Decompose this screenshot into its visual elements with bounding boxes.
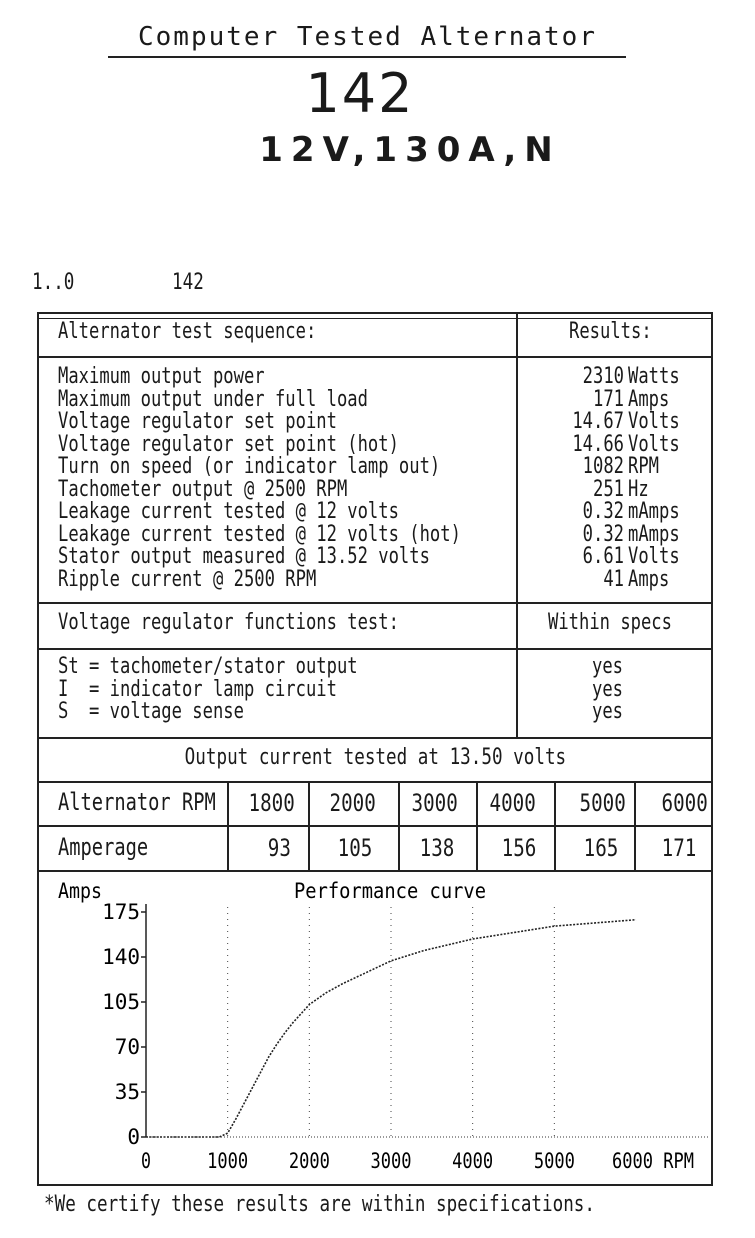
divider-6 xyxy=(37,825,713,827)
test-unit: Hz xyxy=(628,476,649,502)
amp-cell xyxy=(310,834,372,862)
regulator-result: Within specs xyxy=(548,610,672,635)
amp-value: 171 xyxy=(661,834,696,862)
divider-3 xyxy=(37,648,713,650)
performance-chart xyxy=(40,872,710,1184)
rpm-value: 4000 xyxy=(489,789,536,817)
amp-value: 156 xyxy=(501,834,536,862)
x-tick-label: 0 xyxy=(141,1149,151,1173)
divider-5 xyxy=(37,781,713,783)
divider-1 xyxy=(37,356,713,358)
test-label: Tachometer output @ 2500 RPM xyxy=(58,476,348,502)
chart-series xyxy=(146,920,636,1137)
regulator-value: yes xyxy=(592,699,624,724)
y-tick-label: 105 xyxy=(102,990,140,1014)
regulator-label: St = tachometer/stator output xyxy=(58,654,358,679)
test-unit: Amps xyxy=(628,566,670,592)
regulator-label: S = voltage sense xyxy=(58,699,244,724)
alternator-spec: 12V,130A,N xyxy=(259,130,561,170)
test-value: 1082 xyxy=(582,454,624,479)
code-label: 142 xyxy=(172,270,204,295)
amp-value: 93 xyxy=(267,834,291,862)
regulator-values xyxy=(592,656,652,724)
amp-value: 138 xyxy=(419,834,454,862)
test-label: Leakage current tested @ 12 volts xyxy=(58,499,399,524)
test-value: 14.66 xyxy=(572,431,624,457)
test-units xyxy=(628,366,708,591)
test-unit: mAmps xyxy=(628,499,680,524)
regulator-labels xyxy=(58,656,508,724)
test-value: 6.61 xyxy=(582,544,624,569)
model-number: 142 xyxy=(305,62,415,125)
title-underline xyxy=(108,56,626,58)
rpm-cell xyxy=(556,789,626,817)
test-labels xyxy=(58,366,508,591)
test-unit: mAmps xyxy=(628,521,680,547)
test-value: 41 xyxy=(603,566,624,592)
regulator-label: I = indicator lamp circuit xyxy=(58,676,337,702)
test-sequence-heading: Alternator test sequence: xyxy=(58,319,317,344)
chart-y-ticks xyxy=(102,900,146,1149)
test-label: Stator output measured @ 13.52 volts xyxy=(58,544,430,569)
rpm-cell xyxy=(478,789,536,817)
chart-ylabel: Amps xyxy=(58,879,102,903)
y-tick-label: 0 xyxy=(127,1125,140,1149)
y-tick-label: 140 xyxy=(102,945,140,969)
rpm-value: 1800 xyxy=(248,789,295,817)
performance-curve xyxy=(146,920,636,1137)
certification-footer: *We certify these results are within specifications. xyxy=(44,1192,595,1217)
chart-x-ticks xyxy=(141,1149,694,1173)
x-tick-label: 1000 xyxy=(207,1149,249,1173)
rpm-cell xyxy=(310,789,376,817)
results-column-divider xyxy=(516,312,518,737)
test-unit: RPM xyxy=(628,454,660,479)
chart-axes xyxy=(146,904,710,1137)
test-value: 171 xyxy=(592,386,624,412)
amp-cell xyxy=(556,834,618,862)
rpm-cell xyxy=(636,789,708,817)
rpm-value: 2000 xyxy=(329,789,376,817)
chart-grid xyxy=(228,907,555,1137)
test-unit: Watts xyxy=(628,364,680,389)
amp-value: 105 xyxy=(337,834,372,862)
rpm-row-label: Alternator RPM xyxy=(58,788,216,816)
test-unit: Volts xyxy=(628,409,680,434)
test-label: Turn on speed (or indicator lamp out) xyxy=(58,454,441,479)
amp-cell xyxy=(478,834,536,862)
test-value: 14.67 xyxy=(572,409,624,434)
rpm-value: 6000 xyxy=(661,789,708,817)
regulator-value: yes xyxy=(592,676,624,702)
rpm-cell xyxy=(229,789,295,817)
output-heading-text: Output current tested at 13.50 volts xyxy=(184,745,566,770)
x-tick-label: 2000 xyxy=(288,1149,330,1173)
regulator-heading: Voltage regulator functions test: xyxy=(58,610,399,635)
rpm-cell xyxy=(400,789,456,817)
test-label: Maximum output under full load xyxy=(58,386,368,412)
test-value: 0.32 xyxy=(582,499,624,524)
rpm-value: 3000 xyxy=(411,789,458,817)
amp-cell xyxy=(229,834,291,862)
test-label: Voltage regulator set point xyxy=(58,409,337,434)
divider-2 xyxy=(37,602,713,604)
document-title: Computer Tested Alternator xyxy=(138,22,597,52)
test-label: Ripple current @ 2500 RPM xyxy=(58,566,317,592)
test-value: 2310 xyxy=(582,364,624,389)
divider-4 xyxy=(37,737,713,739)
test-value: 251 xyxy=(592,476,624,502)
version-label: 1..0 xyxy=(32,270,75,295)
x-tick-label: 4000 xyxy=(452,1149,494,1173)
y-tick-label: 70 xyxy=(114,1035,140,1059)
test-unit: Volts xyxy=(628,544,680,569)
y-tick-label: 35 xyxy=(114,1080,140,1104)
y-tick-label: 175 xyxy=(102,900,140,924)
amp-cell xyxy=(400,834,454,862)
chart-title: Performance curve xyxy=(294,879,486,903)
test-unit: Amps xyxy=(628,386,670,412)
amp-row-label: Amperage xyxy=(58,833,149,861)
test-label: Maximum output power xyxy=(58,364,265,389)
test-value: 0.32 xyxy=(582,521,624,547)
amp-value: 165 xyxy=(583,834,618,862)
results-heading: Results: xyxy=(569,319,652,344)
x-tick-label: 6000 RPM xyxy=(612,1149,694,1173)
test-label: Leakage current tested @ 12 volts (hot) xyxy=(58,521,461,547)
x-tick-label: 5000 xyxy=(533,1149,575,1173)
test-unit: Volts xyxy=(628,431,680,457)
x-tick-label: 3000 xyxy=(370,1149,412,1173)
output-heading xyxy=(37,745,713,770)
test-label: Voltage regulator set point (hot) xyxy=(58,431,399,457)
regulator-value: yes xyxy=(592,654,624,679)
amp-cell xyxy=(636,834,696,862)
test-values xyxy=(530,366,624,591)
rpm-value: 5000 xyxy=(579,789,626,817)
